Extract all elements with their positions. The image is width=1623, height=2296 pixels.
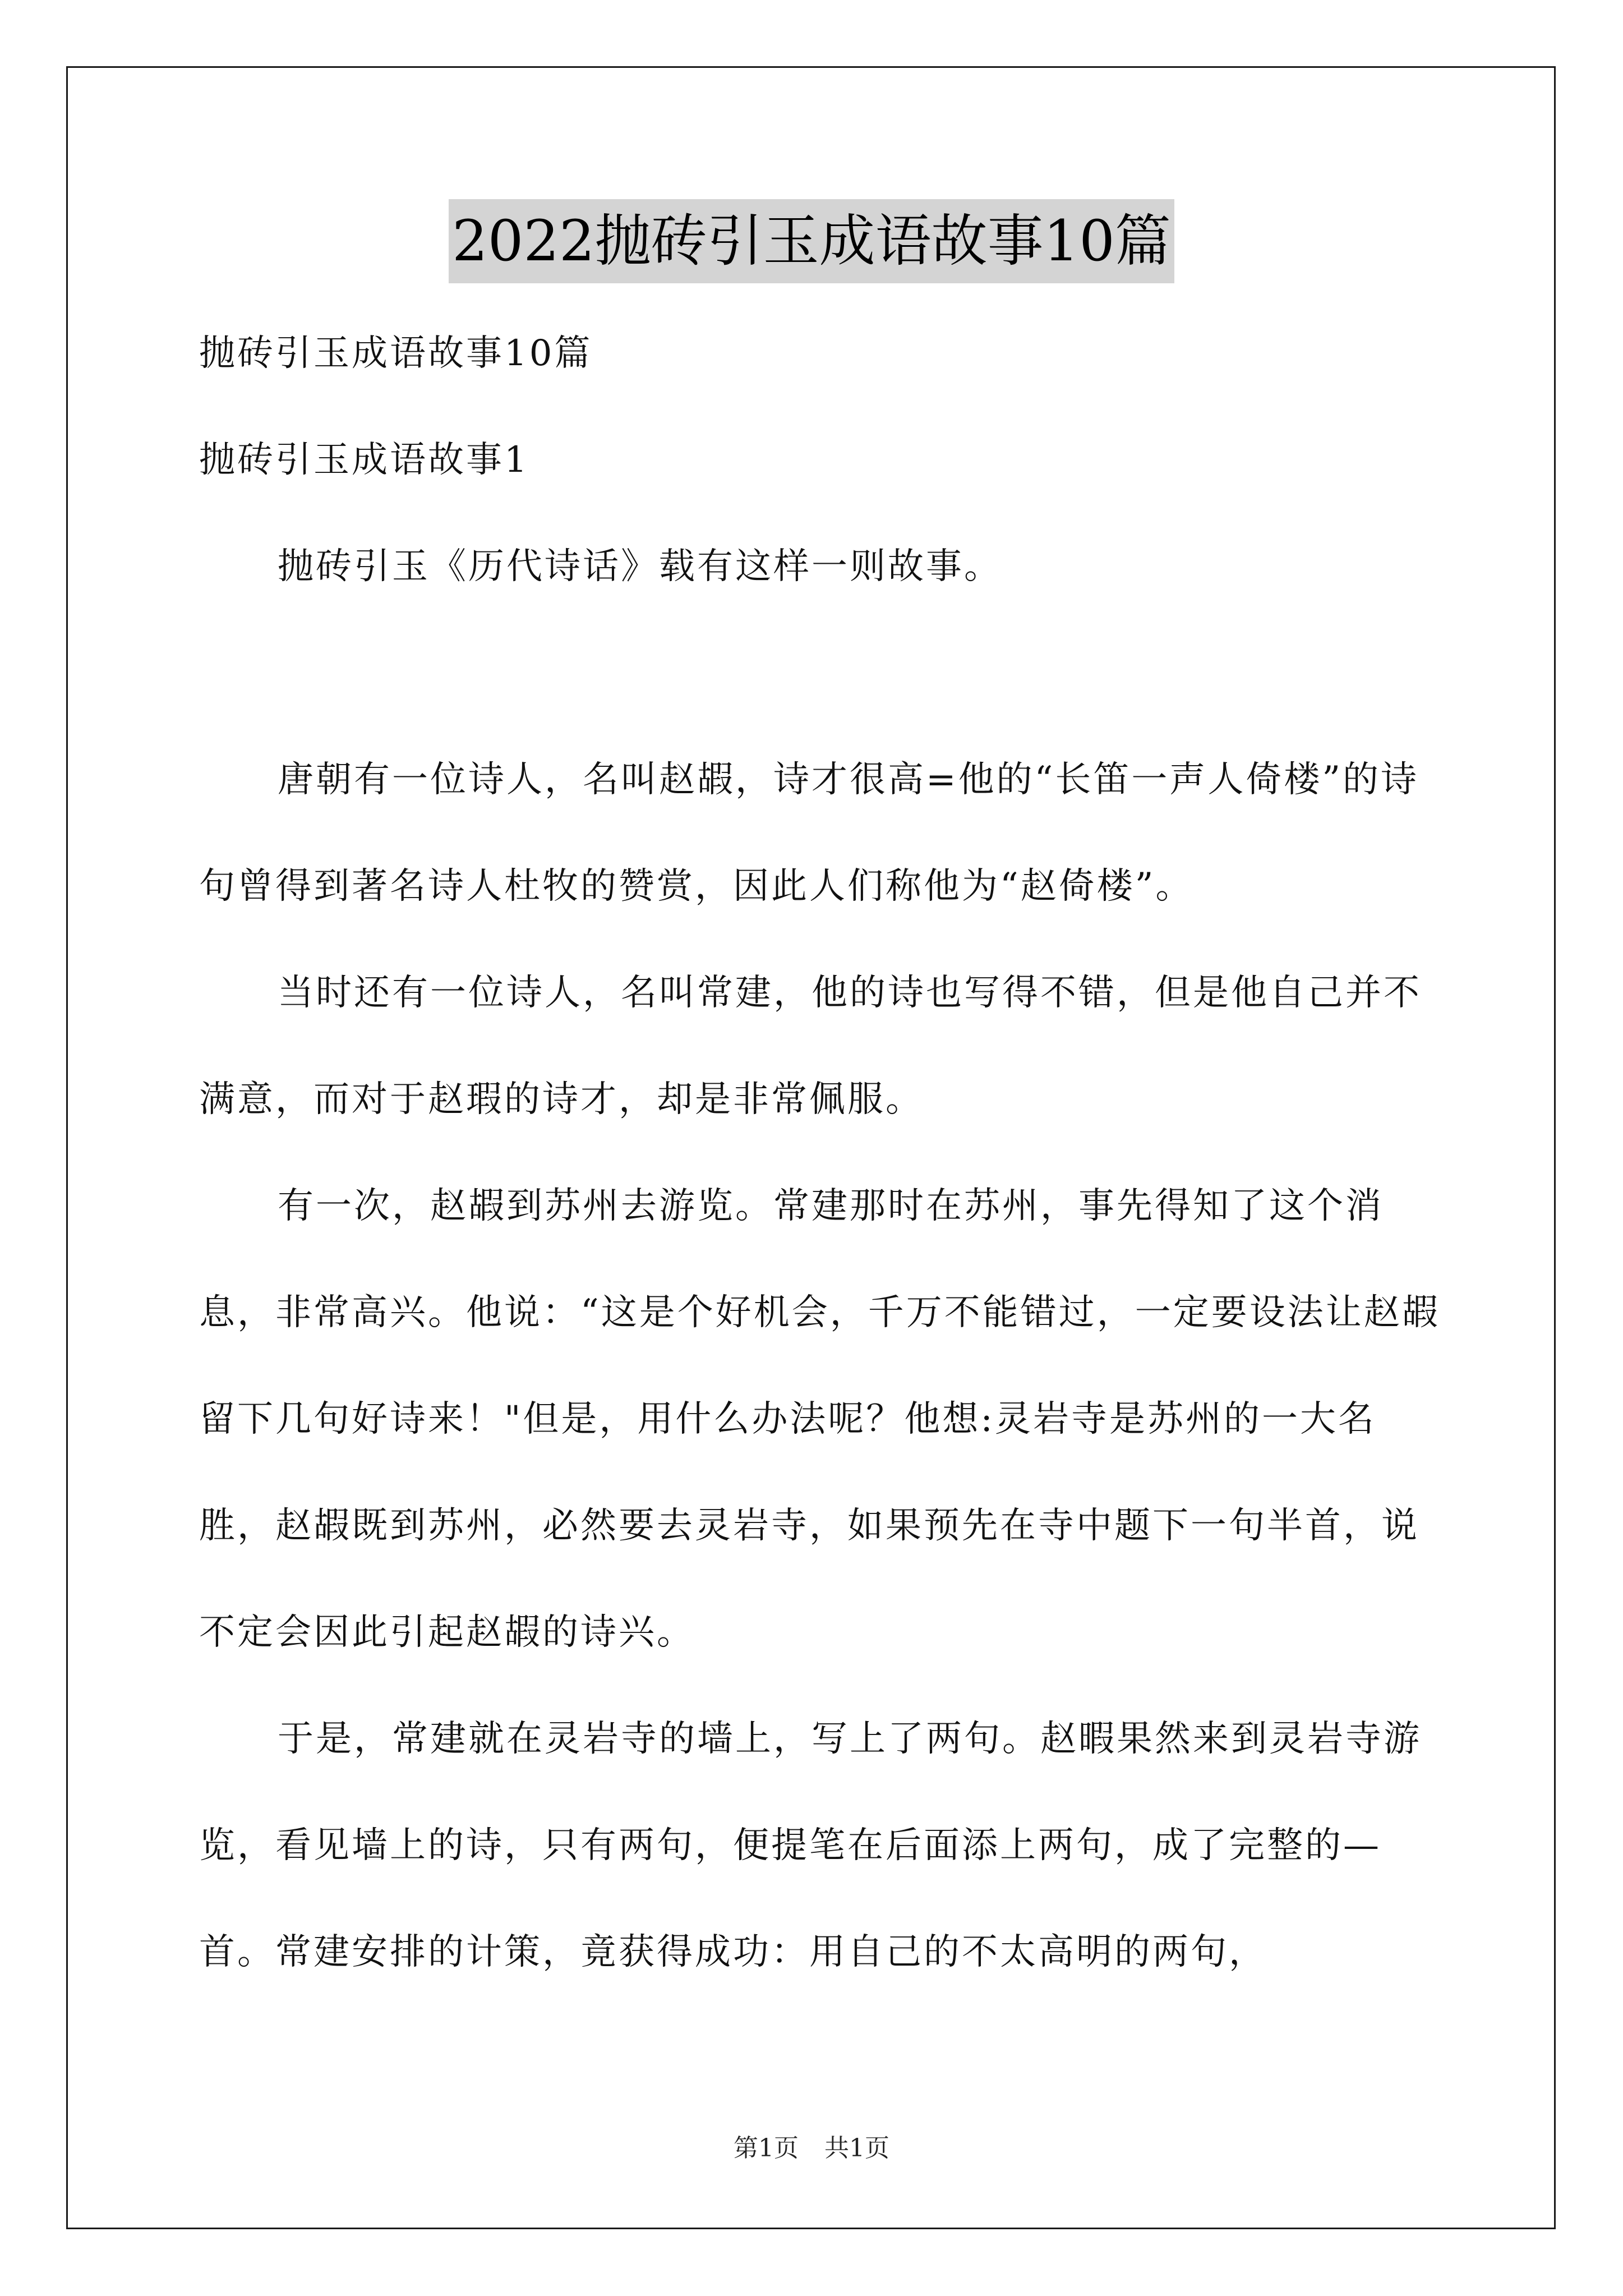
page-total: 共1页 <box>824 2134 889 2162</box>
paragraph: 当时还有一位诗人，名叫常建，他的诗也写得不错，但是他自己并不满意，而对于赵瑕的诗才，却是非常佩服。 <box>199 972 1422 1120</box>
section-heading: 抛砖引玉成语故事1 <box>199 439 529 481</box>
page-footer <box>0 2132 1623 2165</box>
subtitle: 抛砖引玉成语故事10篇 <box>199 333 593 374</box>
document-title: 2022抛砖引玉成语故事10篇 <box>449 199 1174 283</box>
document-body <box>199 300 1444 2005</box>
page-number: 第1页 <box>734 2134 799 2162</box>
title-container <box>0 199 1623 283</box>
paragraph: 于是，常建就在灵岩寺的墙上，写上了两句。赵暇果然来到灵岩寺游览，看见墙上的诗，只有两句，便提笔在后面添上两句，成了完整的—首。常建安排的计策，竟获得成功：用自己的不太高明的两句， <box>199 1718 1422 1973</box>
paragraph: 抛砖引玉《历代诗话》载有这样一则故事。 <box>278 546 1002 587</box>
paragraph: 有一次，赵嘏到苏州去游览。常建那时在苏州，事先得知了这个消息，非常高兴。他说：“这是个好机会，千万不能错过，一定要设法让赵嘏留下几句好诗来！"但是，用什么办法呢？他想:灵岩寺是苏州的一大名胜，赵嘏既到苏州，必然要去灵岩寺，如果预先在寺中题下一句半首，说不定会因此引起赵嘏的诗兴。 <box>199 1185 1440 1653</box>
paragraph-gap <box>199 620 1444 726</box>
paragraph: 唐朝有一位诗人，名叫赵嘏，诗才很高=他的“长笛一声人倚楼”的诗句曾得到著名诗人杜牧的赞赏，因此人们称他为“赵倚楼”。 <box>199 759 1419 907</box>
